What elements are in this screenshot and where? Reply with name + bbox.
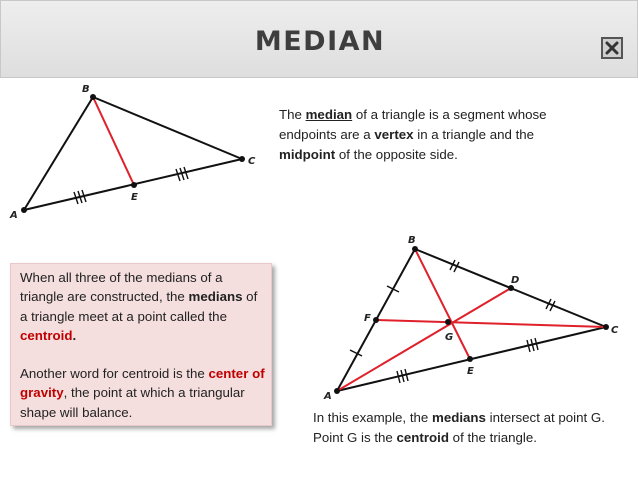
vertex-b xyxy=(90,94,96,100)
term-vertex: vertex xyxy=(374,127,414,142)
title-bar xyxy=(0,0,638,78)
term-median: median xyxy=(305,107,353,122)
label-g: G xyxy=(445,332,454,343)
label-f: F xyxy=(364,313,371,324)
label-c: C xyxy=(248,156,256,167)
example-caption: In this example, the medians intersect at point G. Point G is the centroid of the triangle. xyxy=(313,410,605,445)
term-midpoint: midpoint xyxy=(279,147,336,162)
median-be xyxy=(415,249,470,359)
median-be xyxy=(93,97,134,185)
slide-title: MEDIAN xyxy=(254,26,386,57)
centroid-info-box xyxy=(10,263,272,426)
label-b: B xyxy=(82,84,90,95)
vertex-a xyxy=(21,207,27,213)
vertex-c xyxy=(239,156,245,162)
label-a: A xyxy=(324,391,332,402)
vertex-a xyxy=(334,388,340,394)
info-paragraph-2: Another word for centroid is the center of gravity, the point at which a triangular shape will balance. xyxy=(20,366,265,420)
vertex-c xyxy=(603,324,609,330)
label-e: E xyxy=(131,192,138,203)
label-c: C xyxy=(611,325,619,336)
label-a: A xyxy=(10,210,18,221)
median-ad xyxy=(337,288,511,391)
label-e: E xyxy=(467,366,474,377)
close-icon xyxy=(603,39,621,57)
definition-text: The median of a triangle is a segment whose endpoints are a vertex in a triangle and the midpoint of the opposite side. xyxy=(279,107,547,162)
tick-marks-ec xyxy=(176,167,188,181)
label-d: D xyxy=(511,275,520,286)
tick-marks-ae xyxy=(397,369,408,383)
midpoint-e xyxy=(131,182,137,188)
triangle-figure-2 xyxy=(310,228,630,403)
info-paragraph-1: When all three of the medians of a triangle are constructed, the medians of a triangle meet at a point called the centroid. xyxy=(20,270,258,343)
close-button[interactable] xyxy=(601,37,623,59)
tick-marks-ec xyxy=(527,338,538,352)
median-fc xyxy=(376,320,606,327)
midpoint-e xyxy=(467,356,473,362)
vertex-b xyxy=(412,246,418,252)
tick-marks-ae xyxy=(74,190,86,204)
centroid-g xyxy=(445,319,451,325)
midpoint-f xyxy=(373,317,379,323)
side-bc xyxy=(93,97,242,159)
label-b: B xyxy=(408,235,416,246)
triangle-figure-1 xyxy=(0,80,275,230)
